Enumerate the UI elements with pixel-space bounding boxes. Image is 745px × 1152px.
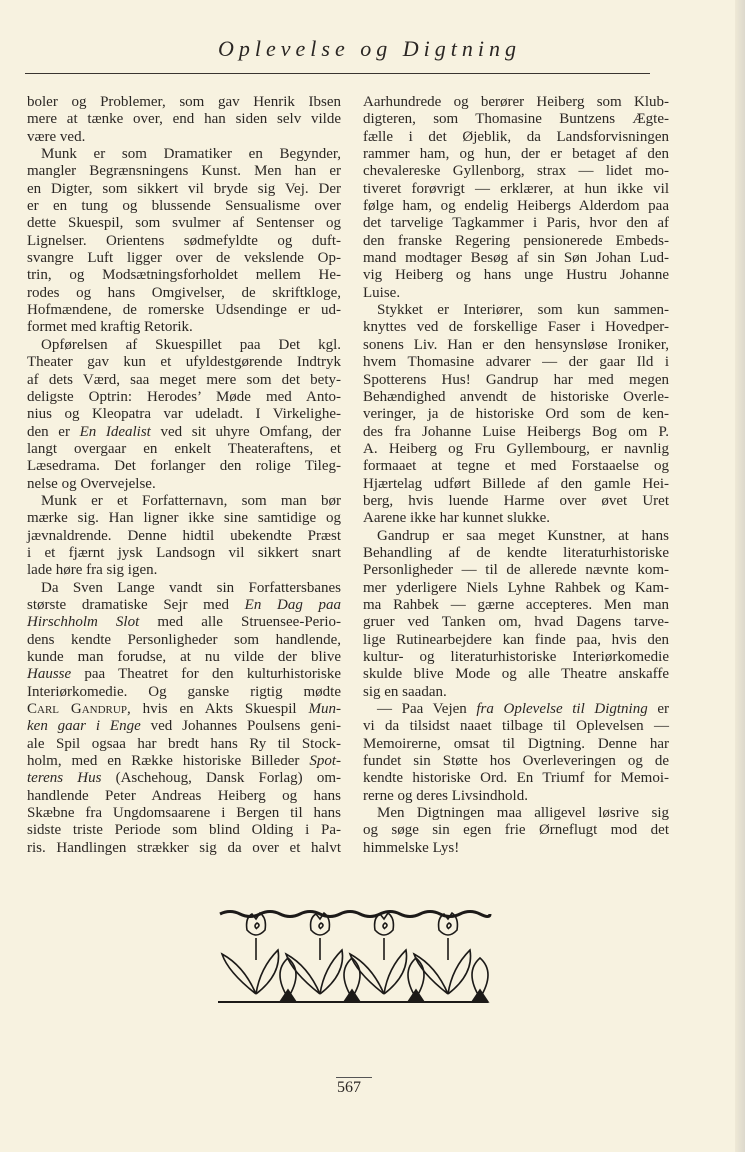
- text-line: [363, 580, 669, 597]
- text-run: Skæbne fra Ungdomsaarene i Bergen til hans: [27, 805, 341, 822]
- page-number-rule: [336, 1077, 372, 1078]
- text-line: [27, 389, 341, 406]
- text-line: [363, 840, 669, 857]
- text-line: [363, 267, 669, 284]
- text-run: formaaet at tegne et med Forstaaelse og: [363, 458, 669, 475]
- text-line: [363, 684, 669, 701]
- text-line: [27, 476, 341, 493]
- text-line: [27, 805, 341, 822]
- italic-title: ken gaar i Enge: [27, 718, 141, 735]
- text-line: [27, 510, 341, 527]
- italic-title: terens Hus: [27, 770, 102, 787]
- italic-title: En Idealist: [79, 423, 151, 440]
- text-run: den franske Regering pensionerede Embeds-: [363, 232, 669, 249]
- text-line: [363, 545, 669, 562]
- text-line: [363, 805, 669, 822]
- text-column-left: [27, 94, 341, 857]
- italic-title: Hirschholm Slot: [27, 614, 140, 631]
- text-line: [27, 684, 341, 701]
- text-run: mer yderligere Niels Lyhne Rahbek og Kam-: [363, 579, 669, 596]
- text-run: paa Theatret for den kulturhistoriske: [71, 666, 341, 683]
- text-run: rerne og deres Livsindhold.: [363, 787, 528, 804]
- tulip-stroke: [319, 923, 323, 929]
- text-run: Hjærtelag udført Billede af den gamle Hei-: [363, 475, 669, 492]
- text-line: [27, 770, 341, 787]
- text-run: rodes og hans Omgivelser, de skriftkloge,: [27, 284, 341, 301]
- text-line: [363, 458, 669, 475]
- text-run: i et fjærnt jysk Landsogn vil sikkert snart: [27, 544, 341, 561]
- text-run: rammer ham, og hun, der er betaget af den: [363, 146, 669, 163]
- text-line: [27, 319, 341, 336]
- text-run: Interiørkomedie. Og ganske rigtig mødte: [27, 683, 341, 700]
- text-run: A. Heiberg og Fru Gyllembourg, er navnlig: [363, 440, 669, 457]
- text-line: [27, 198, 341, 215]
- tulip-stroke: [447, 923, 451, 929]
- text-line: [27, 666, 341, 683]
- text-run: hvem Thomasine advarer — der gaar Ild i: [363, 354, 669, 371]
- text-line: [27, 372, 341, 389]
- text-line: [27, 632, 341, 649]
- text-run: dette Skuespil, som svulmer af Sentenser og: [27, 215, 341, 232]
- text-line: [363, 476, 669, 493]
- text-line: [363, 597, 669, 614]
- text-line: [27, 424, 341, 441]
- text-line: [363, 528, 669, 545]
- text-run: Men Digtningen maa alligevel løsrive sig: [377, 805, 669, 822]
- tulip-stroke: [320, 950, 343, 994]
- text-line: [27, 250, 341, 267]
- ornament-spade: [408, 990, 424, 1002]
- text-run: Memoirerne, omsat til Digtning. Denne har: [363, 735, 669, 752]
- page-number: 567: [337, 1079, 361, 1096]
- text-line: [27, 736, 341, 753]
- text-line: [363, 614, 669, 631]
- text-run: boler og Problemer, som gav Henrik Ibsen: [27, 94, 341, 110]
- text-line: [363, 788, 669, 805]
- text-line: [363, 666, 669, 683]
- text-run: Personligheder — til de allerede nævnte kom-: [363, 562, 669, 579]
- text-run: ved sit uhyre Omfang, der: [150, 423, 341, 440]
- text-line: [27, 181, 341, 198]
- text-line: [27, 337, 341, 354]
- italic-title: fra Oplevelse til Digtning: [476, 701, 648, 718]
- text-line: [363, 94, 669, 111]
- text-run: jævnaldrende. Denne hidtil ubekendte Præst: [27, 527, 341, 544]
- text-run: — Paa Vejen: [377, 701, 477, 718]
- text-line: [27, 441, 341, 458]
- text-run: svangre Luft ligger over de vekslende Op-: [27, 250, 341, 267]
- text-run: Opførelsen af Skuespillet paa Det kgl.: [41, 336, 341, 353]
- text-run: vig Heiberg og hans unge Hustru Johanne: [363, 267, 669, 284]
- text-line: [27, 562, 341, 579]
- italic-title: En Dag paa: [244, 596, 341, 613]
- text-run: ale Spil ogsaa har bredt hans Ry til Stock-: [27, 735, 341, 752]
- text-run: ma Rahbek — gærne accepteres. Men man: [363, 596, 669, 613]
- text-run: Læsedrama. Det forlanger den rolige Tileg-: [27, 458, 341, 475]
- text-line: [363, 198, 669, 215]
- text-line: [363, 302, 669, 319]
- text-line: [363, 233, 669, 250]
- text-line: [363, 441, 669, 458]
- text-run: kultur- og literaturhistoriske Interiørkomedie: [363, 649, 669, 665]
- text-line: [27, 528, 341, 545]
- text-run: Aarene ikke har kunnet slukke.: [363, 510, 551, 527]
- text-line: [363, 250, 669, 267]
- text-run: handlende Peter Andreas Heiberg og hans: [27, 787, 341, 804]
- text-run: veringer, ja de historiske Ord som de ken-: [363, 406, 669, 423]
- text-line: [27, 302, 341, 319]
- text-line: [27, 129, 341, 146]
- text-run: Da Sven Lange vandt sin Forfattersbanes: [41, 579, 341, 596]
- text-run: sig en saadan.: [363, 683, 447, 700]
- text-line: [363, 701, 669, 718]
- text-run: Gandrup er saa meget Kunstner, at hans: [377, 527, 669, 544]
- text-run: en Digter, som sikkert vil bryde sig Vej. Der: [27, 180, 341, 197]
- text-line: [27, 597, 341, 614]
- text-line: [363, 822, 669, 839]
- text-run: tiveret forøvrigt — erklærer, at hun ikke vil: [363, 180, 669, 197]
- text-column-right: [363, 94, 669, 857]
- ornament-spade: [280, 990, 296, 1002]
- text-line: [363, 510, 669, 527]
- text-line: [27, 163, 341, 180]
- text-line: [363, 215, 669, 232]
- text-line: [363, 562, 669, 579]
- text-run: lade høre fra sig igen.: [27, 562, 158, 579]
- text-line: [27, 580, 341, 597]
- text-run: Spotterens Hus! Gandrup har med megen: [363, 371, 669, 388]
- text-run: gruer ved Tanken om, hvad Dagens tarve-: [363, 614, 669, 631]
- text-line: [27, 649, 341, 666]
- text-run: skulde blive Mode og alle Theatre anskaffe: [363, 666, 669, 683]
- text-run: Stykket er Interiører, som kun sammen-: [377, 302, 669, 319]
- text-run: chevalereske Gyllenborg, strax — lidet mo-: [363, 163, 669, 180]
- text-run: sidste triste Periode som blind Olding i Pa-: [27, 822, 341, 839]
- text-run: og søge sin egen frie Ørneflugt mod det: [363, 822, 669, 839]
- text-run: er en tung og blussende Sensualisme over: [27, 198, 341, 215]
- text-run: Luise.: [363, 284, 401, 301]
- text-line: [363, 389, 669, 406]
- text-run: den er: [27, 423, 80, 440]
- text-run: Behændighed anvendt de historiske Overle-: [363, 388, 669, 405]
- text-line: [363, 770, 669, 787]
- text-run: mærke sig. Han ligner ikke sine samtidige og: [27, 510, 341, 527]
- text-run: med alle Struensee-Perio-: [139, 614, 341, 631]
- text-run: dens kendte Personligheder som handlende,: [27, 631, 341, 648]
- italic-title: Spot-: [309, 753, 341, 770]
- text-run: fælle i det Øjeblik, da Landsforvisningen: [363, 128, 669, 145]
- text-line: [363, 319, 669, 336]
- text-run: mand modtager Besøg af sin Søn Johan Lud-: [363, 250, 669, 267]
- tulip-border-ornament-icon: [218, 902, 493, 1012]
- italic-title: Mun-: [308, 701, 341, 718]
- text-run: nelse og Overvejelse.: [27, 475, 156, 492]
- text-line: [27, 146, 341, 163]
- text-line: [363, 181, 669, 198]
- italic-title: Hausse: [27, 666, 72, 683]
- text-line: [27, 753, 341, 770]
- text-run: langt overgaar en enkelt Theateraftens, et: [27, 440, 341, 457]
- text-line: [27, 233, 341, 250]
- text-run: Munk er et Forfatternavn, som man bør: [41, 492, 341, 509]
- text-run: kunde man forudse, at nu vilde der blive: [27, 649, 341, 665]
- ornament-spade: [472, 990, 488, 1002]
- tulip-stroke: [384, 950, 407, 994]
- text-run: Hofmændene, de romerske Udsendinge er ud-: [27, 302, 341, 319]
- text-run: største dramatiske Sejr med: [27, 596, 245, 613]
- text-line: [27, 94, 341, 111]
- text-line: [363, 354, 669, 371]
- ornament-spade: [344, 990, 360, 1002]
- text-run: digteren, som Thomasine Buntzens Ægte-: [363, 111, 669, 128]
- text-line: [363, 718, 669, 735]
- text-run: holm, med en Række historiske Billeder: [27, 753, 310, 770]
- text-line: [363, 424, 669, 441]
- text-line: [27, 406, 341, 423]
- text-line: [363, 649, 669, 666]
- text-run: nius og Kleopatra var udeladt. I Virkelighe-: [27, 406, 341, 423]
- text-line: [27, 840, 341, 857]
- text-run: ved Johannes Poulsens geni-: [140, 718, 342, 735]
- text-line: [363, 285, 669, 302]
- text-run: vi da tilsidst naaet tilbage til Oplevelsen —: [363, 718, 669, 735]
- text-run: fundet sin Støtte hos Overleveringen og de: [363, 753, 669, 770]
- text-line: [363, 493, 669, 510]
- text-run: trin, og Modsætningsforholdet mellem He-: [27, 267, 341, 284]
- tulip-stroke: [255, 923, 259, 929]
- text-run: kendte historiske Ord. En Triumf for Memoi-: [363, 770, 669, 787]
- text-run: , hvis en Akts Skuespil: [126, 701, 309, 718]
- text-line: [27, 822, 341, 839]
- text-line: [27, 701, 341, 718]
- text-run: følge ham, og endelig Heibergs Alderdom paa: [363, 198, 669, 215]
- text-line: [27, 493, 341, 510]
- text-run: Behandling af de kendte literaturhistoriske: [363, 544, 669, 561]
- text-run: Aarhundrede og berører Heiberg som Klub-: [363, 94, 669, 110]
- text-line: [27, 267, 341, 284]
- text-run: mangler Begrænsningens Kunst. Men han er: [27, 163, 341, 180]
- text-run: er: [647, 701, 669, 718]
- text-line: [27, 285, 341, 302]
- text-run: det tarvelige Tagkammer i Paris, hvor den af: [363, 215, 669, 232]
- text-run: formet med kraftig Retorik.: [27, 319, 193, 336]
- text-run: være ved.: [27, 128, 86, 145]
- text-line: [363, 632, 669, 649]
- text-run: Theater gav kun et ufyldestgørende Indtryk: [27, 354, 341, 371]
- text-run: (Aschehoug, Dansk Forlag) om-: [101, 770, 341, 787]
- text-line: [363, 163, 669, 180]
- page-edge: [735, 0, 745, 1152]
- tulip-stroke: [222, 954, 256, 994]
- text-run: knyttes ved de forskellige Faser i Hovedper-: [363, 319, 669, 336]
- running-title: Oplevelse og Digtning: [218, 36, 521, 61]
- text-run: lige Rutinearbejdere kan finde paa, hvis den: [363, 631, 669, 648]
- text-run: berg, hvis luende Harme over øvet Uret: [363, 492, 669, 509]
- text-line: [27, 718, 341, 735]
- text-line: [27, 354, 341, 371]
- text-line: [27, 215, 341, 232]
- text-line: [363, 337, 669, 354]
- text-line: [363, 146, 669, 163]
- text-run: deligste Optrin: Herodes’ Møde med Anto-: [27, 388, 341, 405]
- text-line: [27, 458, 341, 475]
- text-run: mere at tænke over, end han siden selv vilde: [27, 111, 341, 128]
- tulip-stroke: [383, 923, 387, 929]
- text-run: Lignelser. Orientens sødmefyldte og duft-: [27, 232, 341, 249]
- text-run: himmelske Lys!: [363, 839, 460, 856]
- text-line: [363, 372, 669, 389]
- text-line: [27, 788, 341, 805]
- text-run: ris. Handlingen strækker sig da over et halvt: [27, 839, 341, 856]
- text-line: [27, 111, 341, 128]
- text-line: [363, 129, 669, 146]
- tulip-stroke: [448, 950, 471, 994]
- text-line: [363, 753, 669, 770]
- header-rule: [25, 73, 650, 74]
- text-run: des fra Johanne Luise Heibergs Bog om P.: [363, 423, 669, 440]
- text-line: [363, 111, 669, 128]
- text-line: [363, 406, 669, 423]
- text-run: Munk er som Dramatiker en Begynder,: [41, 146, 341, 163]
- text-line: [363, 736, 669, 753]
- text-run: sonens Liv. Han er den hensynsløse Ironiker,: [363, 336, 669, 353]
- text-line: [27, 545, 341, 562]
- tulip-stroke: [256, 950, 279, 994]
- text-line: [27, 614, 341, 631]
- text-run: af dets Værd, saa meget mere som det bety-: [27, 371, 341, 388]
- author-name: Carl Gandrup: [27, 701, 127, 718]
